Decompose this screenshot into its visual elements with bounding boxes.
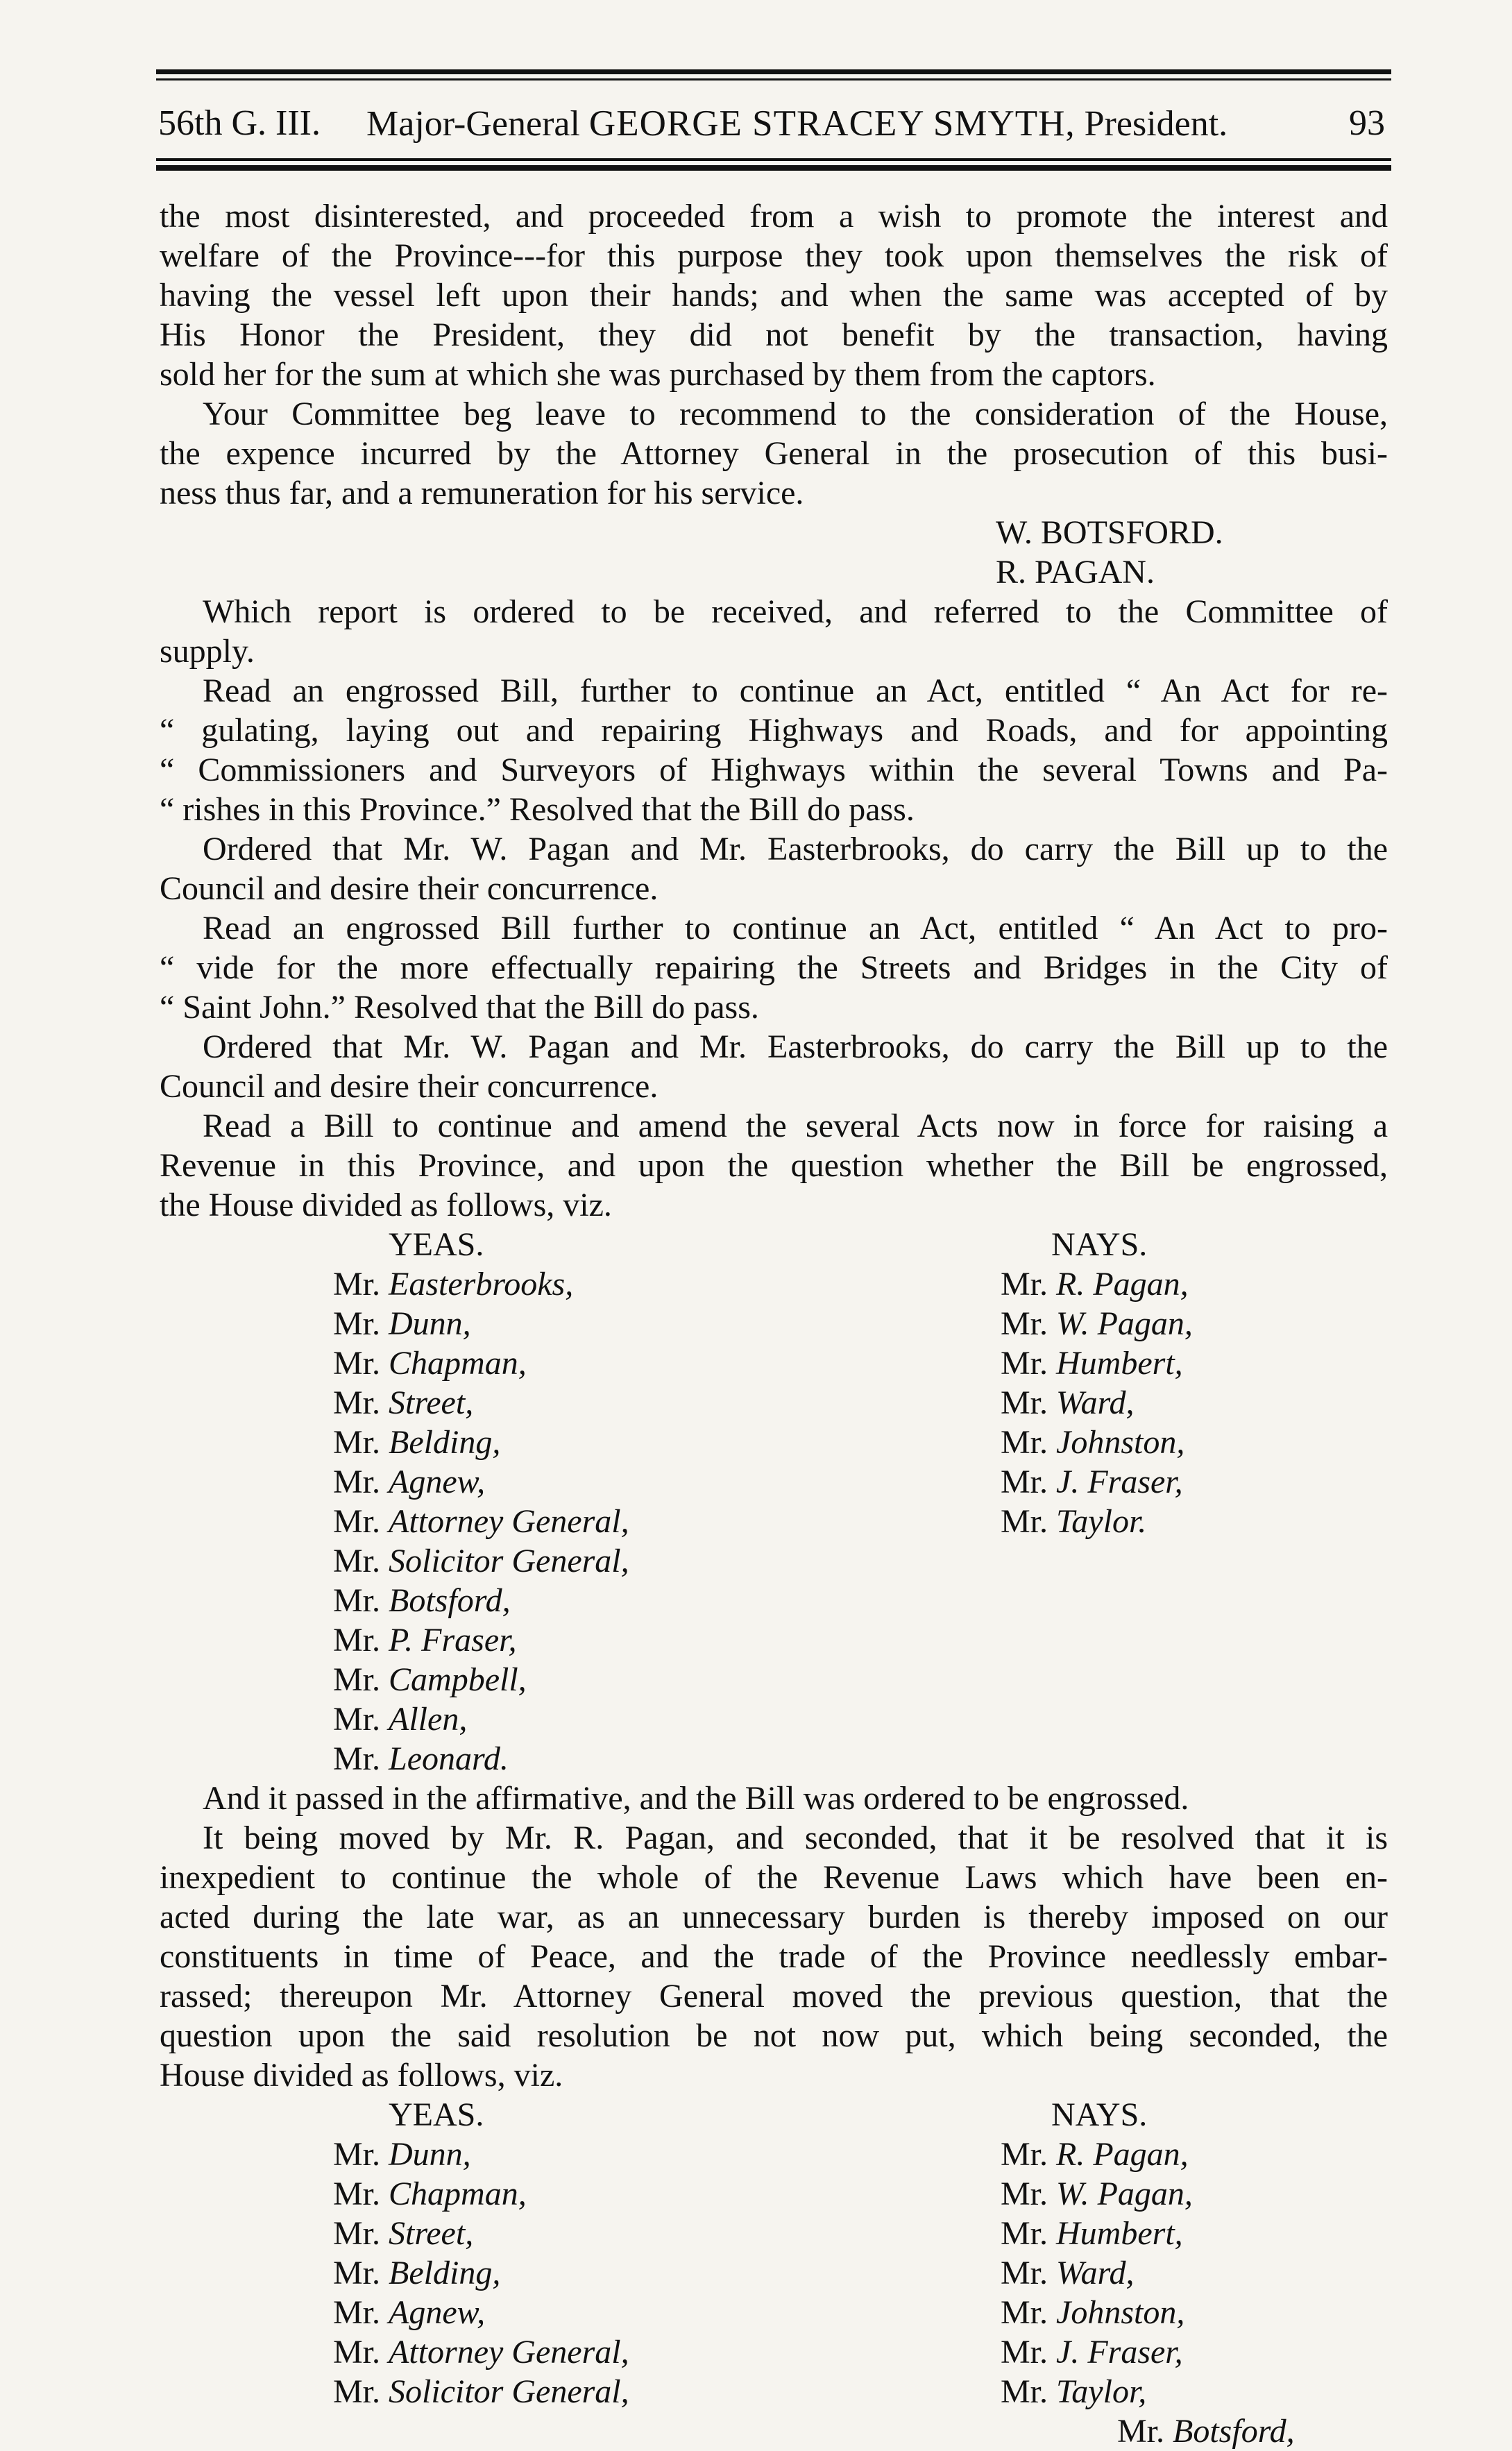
division-row [160,1383,1388,1423]
text-line: rassed; thereupon Mr. Attorney General moved the previous question, that the [160,1978,1388,2015]
header-regnal-year: 56th G. III. [158,103,321,143]
division-row [160,1343,1388,1383]
text-line: welfare of the Province---for this purpose they took upon themselves the risk of [160,237,1388,274]
nay-member: Mr. J. Fraser, [1001,2334,1183,2371]
division-row [160,1264,1388,1304]
yea-member: Mr. Belding, [333,1424,501,1461]
yea-member: Mr. Leonard. [333,1740,509,1777]
division-row [160,1462,1388,1502]
yea-member: Mr. Street, [333,2215,474,2252]
text-line: “ vide for the more effectually repairing the Streets and Bridges in the City of [160,949,1388,986]
text-line: His Honor the President, they did not benefit by the transaction, having [160,316,1388,353]
nay-member: Mr. W. Pagan, [1001,1305,1193,1342]
yeas-heading: YEAS. [389,1226,484,1263]
header-rule-top-thin [156,78,1391,80]
text-line: Ordered that Mr. W. Pagan and Mr. Easterbrooks, do carry the Bill up to the [203,1028,1388,1065]
text-line: And it passed in the affirmative, and the Bill was ordered to be engrossed. [203,1780,1189,1817]
paragraph [160,671,1388,829]
nay-member: Mr. Ward, [1001,1384,1135,1421]
division-row [160,2135,1388,2174]
paragraph [160,592,1388,671]
text-line: Ordered that Mr. W. Pagan and Mr. Easterbrooks, do carry the Bill up to the [203,831,1388,867]
signature: W. BOTSFORD. [996,514,1223,551]
yea-member: Mr. Solicitor General, [333,1543,629,1579]
text-line: the expence incurred by the Attorney General in the prosecution of this busi- [160,435,1388,472]
header-office: President. [1084,104,1228,144]
text-line: “ Saint John.” Resolved that the Bill do pass. [160,989,759,1026]
header-rank: Major-General [366,104,580,144]
yea-member: Mr. Agnew, [333,1464,486,1500]
header-name: GEORGE STRACEY SMYTH, [588,103,1076,144]
text-line: House divided as follows, viz. [160,2057,563,2094]
nays-heading: NAYS. [1051,1226,1148,1263]
catchword: Mr. Botsford, [1117,2413,1295,2450]
text-line: Read an engrossed Bill further to continue an Act, entitled “ An Act to pro- [203,910,1388,947]
division-row [160,2253,1388,2293]
header-title [366,96,1228,152]
text-line: Read a Bill to continue and amend the several Acts now in force for raising a [203,1108,1388,1144]
text-line: Read an engrossed Bill, further to continue an Act, entitled “ An Act for re- [203,672,1388,709]
text-line: having the vessel left upon their hands; and when the same was accepted of by [160,277,1388,314]
paragraph [160,908,1388,1027]
text-line: Council and desire their concurrence. [160,870,659,907]
text-line: “ gulating, laying out and repairing Highways and Roads, and for appointing [160,712,1388,749]
text-line: “ Commissioners and Surveyors of Highways within the several Towns and Pa- [160,752,1388,788]
header-rule-top [156,69,1391,74]
division-row [160,1739,1388,1779]
division-row [160,1502,1388,1541]
yea-member: Mr. Easterbrooks, [333,1266,574,1303]
yeas-heading: YEAS. [389,2096,484,2133]
yea-member: Mr. P. Fraser, [333,1622,517,1659]
text-line: Your Committee beg leave to recommend to the consideration of the House, [203,396,1388,432]
nay-member: Mr. Johnston, [1001,2294,1185,2331]
nay-member: Mr. Humbert, [1001,1345,1183,1382]
division-row [160,2214,1388,2253]
running-header [158,96,1393,151]
header-rule-bottom [156,165,1391,171]
text-line: Revenue in this Province, and upon the question whether the Bill be engrossed, [160,1147,1388,1184]
text-line: inexpedient to continue the whole of the Revenue Laws which have been en- [160,1859,1388,1896]
text-line: ness thus far, and a remuneration for his service. [160,475,804,511]
division-list [160,1225,1388,1779]
nay-member: Mr. J. Fraser, [1001,1464,1183,1500]
text-line: question upon the said resolution be not now put, which being seconded, the [160,2017,1388,2054]
yea-member: Mr. Botsford, [333,1582,511,1619]
text-line: acted during the late war, as an unnecessary burden is thereby imposed on our [160,1899,1388,1935]
nay-member: Mr. R. Pagan, [1001,1266,1189,1303]
yea-member: Mr. Dunn, [333,1305,471,1342]
yea-member: Mr. Attorney General, [333,2334,629,2371]
yea-member: Mr. Dunn, [333,2136,471,2173]
yea-member: Mr. Street, [333,1384,474,1421]
text-line: Which report is ordered to be received, and referred to the Committee of [203,593,1388,630]
division-row [160,1304,1388,1343]
division-row [160,2372,1388,2411]
text-line: It being moved by Mr. R. Pagan, and seconded, that it be resolved that it is [203,1820,1388,1856]
nay-member: Mr. Taylor. [1001,1503,1147,1540]
yea-member: Mr. Agnew, [333,2294,486,2331]
text-line: supply. [160,633,255,670]
division-row [160,2332,1388,2372]
nay-member: Mr. Taylor, [1001,2373,1147,2410]
signature: R. PAGAN. [996,554,1155,591]
text-line: the most disinterested, and proceeded from a wish to promote the interest and [160,198,1388,235]
division-row [160,1620,1388,1660]
paragraph [160,1818,1388,2095]
yea-member: Mr. Attorney General, [333,1503,629,1540]
nay-member: Mr. W. Pagan, [1001,2176,1193,2212]
division-row [160,1581,1388,1620]
paragraph [160,196,1388,394]
page-number: 93 [1349,103,1385,143]
division-row [160,1660,1388,1699]
paragraph [160,829,1388,908]
division-row [160,1699,1388,1739]
paragraph [160,394,1388,513]
yea-member: Mr. Chapman, [333,2176,527,2212]
nays-heading: NAYS. [1051,2096,1148,2133]
paragraph [160,1027,1388,1106]
nay-member: Mr. Johnston, [1001,1424,1185,1461]
text-line: sold her for the sum at which she was purchased by them from the captors. [160,356,1156,393]
nay-member: Mr. R. Pagan, [1001,2136,1189,2173]
division-row [160,2174,1388,2214]
text-line: Council and desire their concurrence. [160,1068,659,1105]
division-row [160,1541,1388,1581]
paragraph [160,1106,1388,1225]
division-headings [160,1225,1388,1264]
nay-member: Mr. Ward, [1001,2255,1135,2291]
yea-member: Mr. Allen, [333,1701,468,1738]
yea-member: Mr. Solicitor General, [333,2373,629,2410]
yea-member: Mr. Campbell, [333,1661,527,1698]
header-rule-bottom-thin [156,158,1391,161]
nay-member: Mr. Humbert, [1001,2215,1183,2252]
text-line: constituents in time of Peace, and the trade of the Province needlessly embar- [160,1938,1388,1975]
text-line: the House divided as follows, viz. [160,1187,612,1223]
page-body [160,196,1388,2451]
catchword-row [160,2411,1388,2451]
division-row [160,1423,1388,1462]
yea-member: Mr. Belding, [333,2255,501,2291]
yea-member: Mr. Chapman, [333,1345,527,1382]
division-list [160,2095,1388,2451]
division-headings [160,2095,1388,2135]
text-line: “ rishes in this Province.” Resolved that the Bill do pass. [160,791,915,828]
division-row [160,2293,1388,2332]
